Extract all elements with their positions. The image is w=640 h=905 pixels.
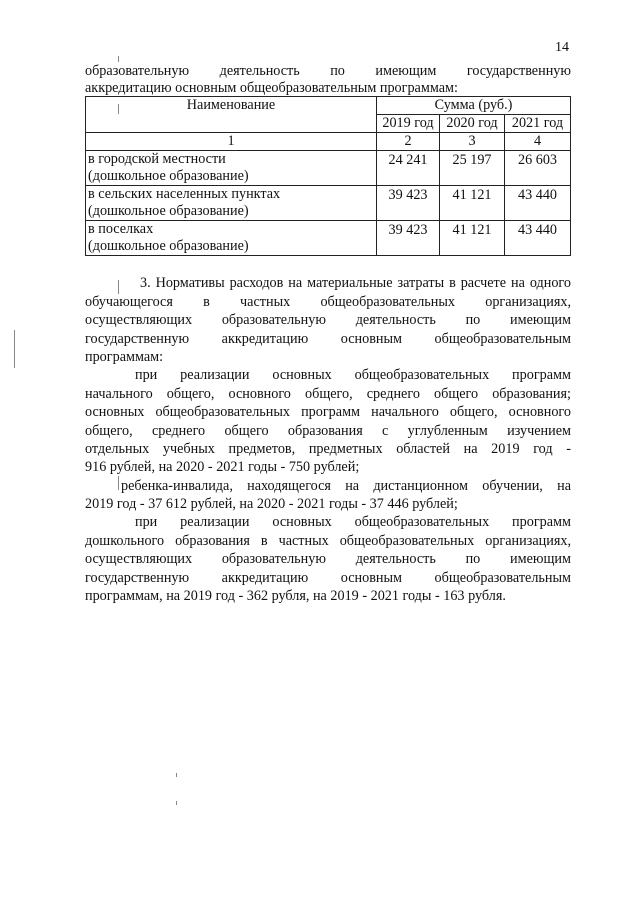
column-number: 4 <box>505 133 571 151</box>
paragraph-line: начального общего, основного общего, среднего общего образования; <box>85 385 571 402</box>
paragraph-line: при реализации основных общеобразовательных программ <box>135 367 571 384</box>
intro-line-2: аккредитацию основным общеобразовательным программам: <box>85 80 458 97</box>
section-3-line: осуществляющих образовательную деятельность по имеющим <box>85 312 571 329</box>
paragraph-line: дошкольного образования в частных общеобразовательных организациях, <box>85 532 571 549</box>
paragraph-line: ребенка-инвалида, находящегося на дистанционном обучении, на <box>121 477 571 494</box>
page-number: 14 <box>555 40 569 55</box>
margin-mark <box>176 773 177 777</box>
margin-mark <box>176 801 177 805</box>
document-body <box>85 62 571 605</box>
intro-line-1: образовательную деятельность по имеющим государственную <box>85 63 571 79</box>
header-name: Наименование <box>86 97 377 133</box>
section-3-line: обучающегося в частных общеобразовательных организациях, <box>85 293 571 310</box>
paragraph-line: осуществляющих образовательную деятельность по имеющим <box>85 551 571 568</box>
header-year: 2021 год <box>505 115 571 133</box>
column-number: 3 <box>440 133 505 151</box>
table-row <box>86 151 571 186</box>
header-year: 2020 год <box>440 115 505 133</box>
paragraph-disabled-child <box>85 477 571 514</box>
row-value: 43 440 <box>505 186 571 221</box>
row-label: в поселках (дошкольное образование) <box>86 221 377 256</box>
row-value: 41 121 <box>440 186 505 221</box>
row-value: 41 121 <box>440 221 505 256</box>
paragraph-line: 916 рублей, на 2020 - 2021 годы - 750 рублей; <box>85 459 360 476</box>
row-value: 39 423 <box>377 221 440 256</box>
row-label: в сельских населенных пунктах (дошкольное образование) <box>86 186 377 221</box>
paragraph-line: отдельных учебных предметов, предметных областей на 2019 год - <box>85 440 571 457</box>
section-3-line: 3. Нормативы расходов на материальные затраты в расчете на одного <box>140 275 571 292</box>
row-value: 39 423 <box>377 186 440 221</box>
section-3-line: государственную аккредитацию основным общеобразовательным <box>85 330 571 347</box>
row-value: 43 440 <box>505 221 571 256</box>
header-year: 2019 год <box>377 115 440 133</box>
paragraph-general-education <box>85 366 571 476</box>
paragraph-line: программам, на 2019 год - 362 рубля, на 2019 - 2021 годы - 163 рубля. <box>85 588 506 605</box>
section-3-line: программам: <box>85 348 164 365</box>
column-number: 1 <box>86 133 377 151</box>
margin-mark <box>14 330 15 368</box>
row-value: 26 603 <box>505 151 571 186</box>
row-value: 25 197 <box>440 151 505 186</box>
table-row <box>86 186 571 221</box>
paragraph-line: 2019 год - 37 612 рублей, на 2020 - 2021 годы - 37 446 рублей; <box>85 496 458 513</box>
paragraph-line: государственную аккредитацию основным общеобразовательным <box>85 569 571 586</box>
paragraph-line: при реализации основных общеобразовательных программ <box>135 514 571 531</box>
column-number: 2 <box>377 133 440 151</box>
section-3 <box>85 274 571 366</box>
paragraph-line: общего, среднего общего образования с углубленным изучением <box>85 422 571 439</box>
row-label: в городской местности (дошкольное образование) <box>86 151 377 186</box>
paragraph-preschool <box>85 513 571 605</box>
expense-table <box>85 96 571 256</box>
row-value: 24 241 <box>377 151 440 186</box>
header-sum: Сумма (руб.) <box>377 97 571 115</box>
table-row <box>86 221 571 256</box>
paragraph-line: основных общеобразовательных программ начального общего, основного <box>85 404 571 421</box>
